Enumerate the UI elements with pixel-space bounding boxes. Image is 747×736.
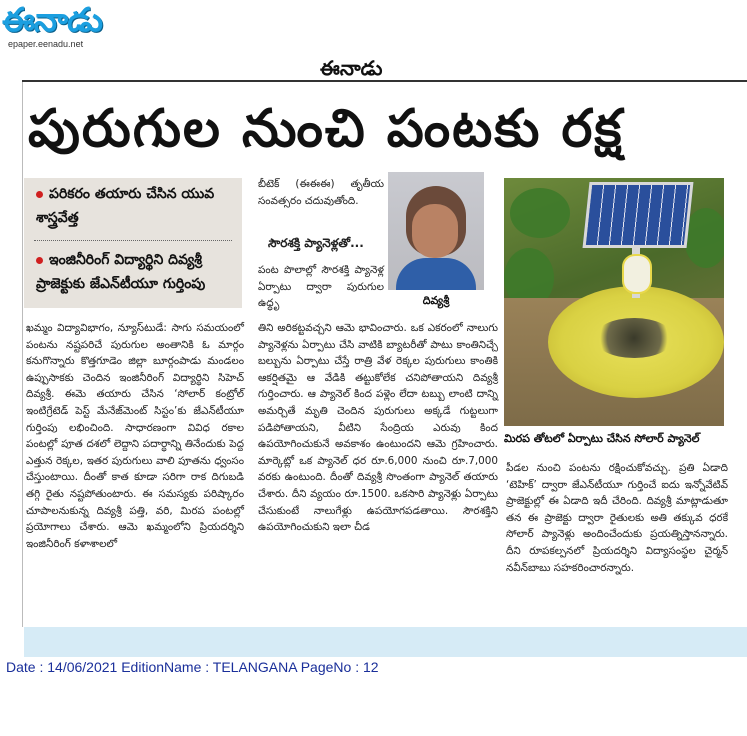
bottom-blue-bar — [24, 627, 747, 657]
left-margin-line — [22, 82, 23, 627]
subheadline-1-text: పరికరం తయారు చేసిన యువ శాస్త్రవేత్త — [36, 186, 215, 226]
headline: పురుగుల నుంచి పంటకు రక్ష — [28, 99, 624, 159]
portrait-face — [412, 204, 458, 258]
article-column-1 — [26, 320, 244, 610]
column-3-text: పీడల నుంచి పంటను రక్షించుకోవచ్చు. ప్రతి ఏడాది ‘టెహిక్’ ద్వారా జేఎన్‌టీయూ గుర్తించే ఐదు ఇన్నోవేటివ్ ప్రాజెక్టుల్లో ఈ ఏడాది ఇదీ చేరింది. దివ్యశ్రీ మాట్లాడుతూ తన ఈ ప్రాజెక్టు ద్వారా రైతులకు అతి తక్కువ ధరకే సోలార్ ప్యానెళ్లు అందించేందుకు ప్రయత్నిస్తానన్నారు. దీని రూపకల్పనలో ప్రియదర్శిని విద్యాసంస్థల చైర్మన్ నవీన్‌బాబు సహకరించారన్నారు. — [506, 462, 728, 574]
date-label: Date : — [6, 659, 48, 675]
article-column-2-mid — [258, 262, 384, 312]
masthead: ఈనాడు — [320, 56, 383, 80]
page-value: 12 — [362, 659, 379, 675]
light-bulb — [622, 254, 652, 294]
subheadline-divider — [34, 240, 232, 241]
edition-footer — [6, 659, 379, 675]
plant-shape — [510, 188, 570, 238]
dead-insects — [594, 318, 674, 358]
bullet-icon — [36, 257, 43, 264]
article-column-2-top — [258, 176, 384, 209]
edition-label: EditionName : — [117, 659, 213, 675]
portrait-caption: దివ్యశ్రీ — [388, 290, 484, 312]
article-column-3 — [506, 460, 728, 576]
subheadline-2-text: ఇంజినీరింగ్ విద్యార్థిని దివ్యశ్రీ ప్రాజెక్టుకు జేఎన్‌టీయూ గుర్తింపు — [36, 252, 206, 292]
date-value: 14/06/2021 — [47, 659, 118, 675]
bullet-icon — [36, 191, 43, 198]
section-subhead: సౌరశక్తి ప్యానెళ్లతో... — [268, 236, 364, 250]
solar-photo-caption: మిరప తోటలో ఏర్పాటు చేసిన సోలార్ ప్యానెల్ — [504, 432, 700, 445]
page-label: PageNo : — [296, 659, 363, 675]
plant-shape — [684, 208, 724, 268]
edition-value: TELANGANA — [212, 659, 297, 675]
subheadline-box — [24, 178, 242, 308]
subheadline-2 — [36, 248, 236, 296]
column-2-bottom-text: తిని అరికట్టవచ్చని ఆమె భావించారు. ఒక ఎకరంలో నాలుగు ప్యానెళ్లను ఏర్పాటు చేసి వాటికి బ్యాటరీతో పాటు కాంతినిచ్చే బల్బును ఏర్పాటు చేస్తే రాత్రి వేళ రెక్కల పురుగులు కాంతికి ఆకర్షితమై ఆ వేడికి తట్టుకోలేక చనిపోతాయని దివ్యశ్రీ గుర్తించారు. ఆ ప్యానెల్ కింద పళ్లెం లేదా టబ్బు లాంటి దాన్ని అమర్చితే మృతి చెందిన పురుగులు అక్కడే గుట్టలుగా పడిపోతాయని, వీటిని సేంద్రియ ఎరువు కింద ఉపయోగించుకునే అవకాశం ఉంటుందని ఆమె గ్రహించారు. మార్కెట్లో ఒక ప్యానెల్ ధర రూ.6,000 నుంచి రూ.7,000 వరకు ఉంటుంది. దీంతో దివ్యశ్రీ సొంతంగా ప్యానెల్ తయారు చేశారు. దీని వ్యయం రూ.1500. ఒకసారి ప్యానెళ్లు ఏర్పాటు చేసుకుంటే నాలుగేళ్లు ఉపయోగపడతాయి. సౌరశక్తిని ఉపయోగించుకుని ఇలా చీడ — [258, 322, 498, 534]
subheadline-1 — [36, 182, 236, 230]
column-2-mid-text: పంట పొలాల్లో సౌరశక్తి ప్యానెళ్ల ఏర్పాటు ద్వారా పురుగుల ఉధ్ధృ — [258, 264, 384, 310]
site-url: epaper.eenadu.net — [8, 39, 84, 49]
column-1-text: ఖమ్మం విద్యావిభాగం, న్యూస్‌టుడే: సాగు సమయంలో పంటను నష్టపరిచే పురుగుల అంతానికి ఓ మార్గం కనుగొన్నారు కొత్తగూడెం జిల్లా బూర్గంపాడు మండలం ఉప్పుసాకకు చెందిన ఇంజినీరింగ్ విద్యార్థిని సిహెచ్ దివ్యశ్రీ. ఈమె తయారు చేసిన ‘సోలార్ కంట్రోల్ ఇంటిగ్రేటెడ్ పెస్ట్ మేనేజ్‌మెంట్ సిస్టం’కు జేఎన్‌టీయూ గుర్తింపు లభించింది. సాధారణంగా వివిధ రకాల పంటల్లో పూత దశలో లెద్దాని పదార్థాన్ని తినేందుకు పెద్ద ఎత్తున రెక్కల, ఇతర పురుగులు వాలి పూతను ధ్వంసం చేస్తుంటాయి. దీంతో కాత కూడా సరిగా రాక దిగుబడి తగ్గి రైతు నష్టపోతుంటారు. ఈ సమస్యకు పరిష్కారం చూపాలనుకున్న దివ్యశ్రీ పత్తి, వరి, మిరప పంటల్లో ప్రయోగాలు చేశారు. ఆమె ఖమ్మంలోని ప్రియదర్శిని ఇంజినీరింగ్ కళాశాలలో — [26, 322, 244, 550]
solar-panel-photo — [504, 178, 724, 426]
column-2-top-text: బీటెక్ (ఈఈఈ) తృతీయ సంవత్సరం చదువుతోంది. — [258, 178, 384, 207]
top-rule — [22, 80, 747, 82]
article-column-2-bottom — [258, 320, 498, 536]
solar-panel — [583, 182, 694, 248]
logo-mark: ఈనాడు — [2, 0, 102, 39]
portrait-photo — [388, 172, 484, 312]
